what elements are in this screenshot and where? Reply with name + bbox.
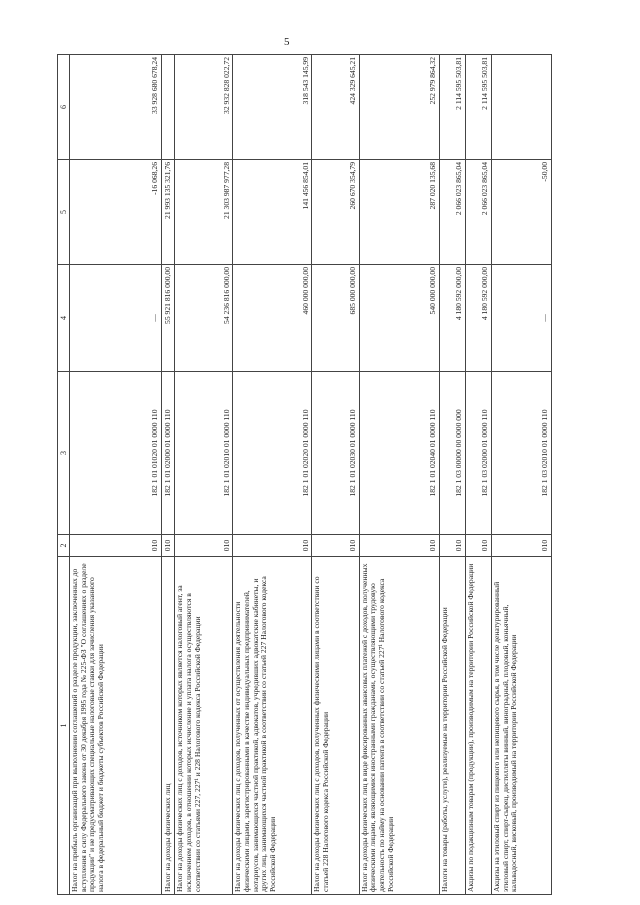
row-executed: -50,00 <box>491 160 551 265</box>
row-kbk: 182 1 01 02020 01 0000 110 <box>233 372 312 535</box>
row-approved: 4 180 592 000,00 <box>439 265 465 372</box>
row-kbk: 182 1 01 02030 01 0000 110 <box>312 372 359 535</box>
row-remaining <box>491 55 551 160</box>
row-code: 010 <box>162 535 175 557</box>
table-row <box>175 55 233 895</box>
row-code: 010 <box>233 535 312 557</box>
row-approved: 55 921 816 000,00 <box>162 265 175 372</box>
row-executed: 141 456 854,01 <box>233 160 312 265</box>
row-name: Налог на доходы физических лиц с доходов, источником которых является налоговый агент, за исключением доходов, в отношении которых исчисление и уплата налога осуществляются в соответствии со статьями 227, 227¹ и 228 Налогового кодекса Российской Федерации <box>175 557 233 895</box>
row-executed: 21 993 135 321,76 <box>162 160 175 265</box>
row-kbk: 182 1 01 01020 01 0000 110 <box>70 372 162 535</box>
row-remaining: 318 543 145,99 <box>233 55 312 160</box>
header-col-6: 6 <box>58 55 70 160</box>
row-code: 010 <box>491 535 551 557</box>
row-kbk: 182 1 01 02000 01 0000 110 <box>162 372 175 535</box>
row-executed: 260 670 354,79 <box>312 160 359 265</box>
row-approved: — <box>70 265 162 372</box>
row-approved: 54 236 816 000,00 <box>175 265 233 372</box>
row-kbk: 182 1 03 02010 01 0000 110 <box>491 372 551 535</box>
row-name: Налог на доходы физических лиц с доходов, полученных физическими лицами в соответствии со статьей 228 Налогового кодекса Российской Федерации <box>312 557 359 895</box>
row-name: Акцизы по подакцизным товарам (продукции), производимым на территории Российской Федерации <box>465 557 491 895</box>
row-name: Налог на доходы физических лиц с доходов, полученных от осуществления деятельности физическими лицами, зарегистрированными в качестве индивидуальных предпринимателей, нотариусов, занимающихся частной практикой, адвокатов, учредивших адвокатские кабинеты, и других лиц, занимающихся частной практикой в соответствии со статьей 227 Налогового кодекса Российской Федерации <box>233 557 312 895</box>
row-approved: — <box>491 265 551 372</box>
row-code: 010 <box>465 535 491 557</box>
row-executed: 2 066 023 865,04 <box>439 160 465 265</box>
row-name: Налог на доходы физических лиц в виде фиксированных авансовых платежей с доходов, полученных физическими лицами, являющимися иностранными гражданами, осуществляющими трудовую деятельность по найму на основании патента в соответствии со статьей 227¹ Налогового кодекса Российской Федерации <box>359 557 439 895</box>
table-row <box>359 55 439 895</box>
row-approved: 460 000 000,00 <box>233 265 312 372</box>
revenue-table <box>57 54 552 895</box>
row-code: 010 <box>439 535 465 557</box>
row-remaining: 32 932 828 022,72 <box>175 55 233 160</box>
row-approved: 540 000 000,00 <box>359 265 439 372</box>
row-approved: 4 180 592 000,00 <box>465 265 491 372</box>
row-kbk: 182 1 01 02040 01 0000 110 <box>359 372 439 535</box>
row-remaining: 252 979 864,32 <box>359 55 439 160</box>
table-row <box>70 55 162 895</box>
rotated-table-wrapper <box>57 55 552 895</box>
row-kbk: 182 1 01 02010 01 0000 110 <box>175 372 233 535</box>
row-code: 010 <box>70 535 162 557</box>
row-executed: 287 020 135,68 <box>359 160 439 265</box>
row-executed: 2 066 023 865,04 <box>465 160 491 265</box>
header-col-5: 5 <box>58 160 70 265</box>
header-col-2: 2 <box>58 535 70 557</box>
row-name: Акцизы на этиловый спирт из пищевого или непищевого сырья, в том числе денатурированный этиловый спирт, спирт-сырец, дистилляты винный, виноградный, плодовый, коньячный, кальвадосный, висковый, производимый на территории Российской Федерации <box>491 557 551 895</box>
row-name: Налог на доходы физических лиц <box>162 557 175 895</box>
row-code: 010 <box>312 535 359 557</box>
table-header-row <box>58 55 70 895</box>
row-code: 010 <box>175 535 233 557</box>
header-col-4: 4 <box>58 265 70 372</box>
table-row <box>465 55 491 895</box>
row-executed: -16 068,26 <box>70 160 162 265</box>
row-remaining: 2 114 595 503,81 <box>465 55 491 160</box>
header-col-1: 1 <box>58 557 70 895</box>
row-remaining: 33 928 680 678,24 <box>70 55 162 160</box>
page-number: 5 <box>284 36 290 48</box>
row-name: Налог на прибыль организаций при выполнении соглашений о разделе продукции, заключенных до вступления в силу Федерального закона от 30 декабря 1995 года № 225-ФЗ "О соглашениях о разделе продукции" и не предусматривающих специальные налоговые ставки для зачисления указанного налога в федеральный бюджет и бюджеты субъектов Российской Федерации <box>70 557 162 895</box>
row-code: 010 <box>359 535 439 557</box>
header-col-3: 3 <box>58 372 70 535</box>
table-row <box>233 55 312 895</box>
row-remaining: 424 329 645,21 <box>312 55 359 160</box>
table-row <box>162 55 175 895</box>
table-row <box>439 55 465 895</box>
row-remaining <box>162 55 175 160</box>
table-row <box>491 55 551 895</box>
row-executed: 21 303 987 977,28 <box>175 160 233 265</box>
row-approved: 685 000 000,00 <box>312 265 359 372</box>
row-kbk: 182 1 03 00000 00 0000 000 <box>439 372 465 535</box>
table-row <box>312 55 359 895</box>
row-name: Налоги на товары (работы, услуги), реализуемые на территории Российской Федерации <box>439 557 465 895</box>
row-kbk: 182 1 03 02000 01 0000 110 <box>465 372 491 535</box>
row-remaining: 2 114 595 503,81 <box>439 55 465 160</box>
